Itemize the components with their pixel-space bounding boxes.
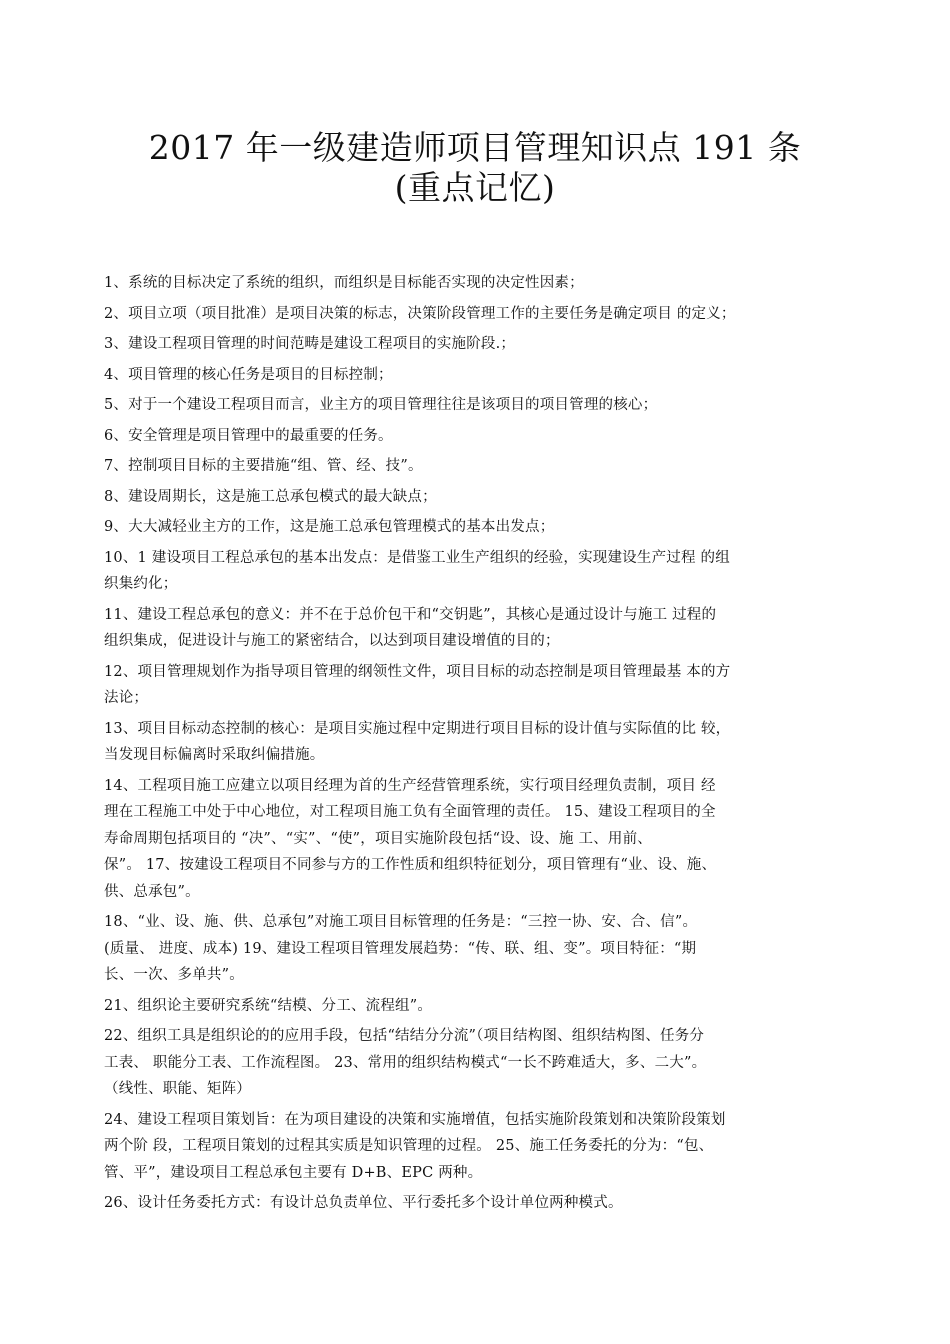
body-line: 22、组织工具是组织论的的应用手段，包括“结结分分流”（项目结构图、组织结构图、任务分 — [104, 1028, 705, 1044]
body-line: 长、一次、多单共”。 — [104, 967, 244, 983]
body-line: 11、建设工程总承包的意义：并不在于总价包干和“交钥匙”，其核心是通过设计与施工 过程的 — [104, 606, 717, 623]
body-line: 理在工程施工中处于中心地位，对工程项目施工负有全面管理的责任。 15、建设工程项目的全 — [104, 804, 716, 820]
body-line: 两个阶 段，工程项目策划的过程其实质是知识管理的过程。 25、施工任务委托的分为：“包、 — [104, 1138, 714, 1154]
body-line: 保”。 17、按建设工程项目不同参与方的工作性质和组织特征划分，项目管理有“业、设、施、 — [104, 857, 717, 873]
body-line: 寿命周期包括项目的 “决”、“实”、“使”，项目实施阶段包括“设、设、施 工、用前、 — [104, 830, 653, 847]
body-line: 14、工程项目施工应建立以项目经理为首的生产经营管理系统，实行项目经理负责制，项目 经 — [104, 777, 716, 794]
document-body — [104, 270, 840, 1217]
body-line: 法论； — [104, 690, 149, 706]
body-line: 当发现目标偏离时采取纠偏措施。 — [104, 747, 325, 763]
body-line: 工表、 职能分工表、工作流程图。 23、常用的组织结构模式“一长不跨难适大，多、二大”。 — [104, 1054, 707, 1071]
body-line: 10、1 建设项目工程总承包的基本出发点：是借鉴工业生产组织的经验，实现建设生产过程 的组 — [104, 549, 730, 566]
document-title — [0, 128, 950, 208]
title-line-2: (重点记忆) — [394, 168, 556, 207]
body-line: 5、对于一个建设工程项目而言，业主方的项目管理往往是该项目的项目管理的核心； — [104, 397, 658, 413]
body-line: 织集约化； — [104, 576, 178, 592]
body-line: (质量、 进度、成本) 19、建设工程项目管理发展趋势：“传、联、组、变”。项目特征：“期 — [104, 940, 697, 957]
body-line: 9、大大减轻业主方的工作，这是施工总承包管理模式的基本出发点； — [104, 519, 555, 535]
body-line: 组织集成，促进设计与施工的紧密结合，以达到项目建设增值的目的； — [104, 633, 560, 649]
body-line: 7、控制项目目标的主要措施“组、管、经、技”。 — [104, 458, 423, 474]
title-line-1: 2017 年一级建造师项目管理知识点 191 条 — [148, 128, 802, 167]
body-line: 4、项目管理的核心任务是项目的目标控制； — [104, 366, 393, 383]
body-line: 供、总承包”。 — [104, 883, 200, 900]
body-line: 6、安全管理是项目管理中的最重要的任务。 — [104, 427, 393, 444]
body-line: 8、建设周期长，这是施工总承包模式的最大缺点； — [104, 488, 437, 505]
body-line: 12、项目管理规划作为指导项目管理的纲领性文件，项目目标的动态控制是项目管理最基 本的方 — [104, 663, 731, 680]
body-line: 2、项目立项（项目批准）是项目决策的标志，决策阶段管理工作的主要任务是确定项目 的定义； — [104, 305, 736, 322]
body-line: 26、设计任务委托方式：有设计总负责单位、平行委托多个设计单位两种模式。 — [104, 1195, 623, 1211]
body-line: 13、项目目标动态控制的核心：是项目实施过程中定期进行项目目标的设计值与实际值的比 较， — [104, 720, 731, 737]
body-line: 3、建设工程项目管理的时间范畴是建设工程项目的实施阶段.； — [104, 336, 516, 352]
body-line: 18、“业、设、施、供、总承包”对施工项目目标管理的任务是：“三控一协、安、合、信”。 — [104, 914, 698, 930]
body-line: 1、系统的目标决定了系统的组织，而组织是目标能否实现的决定性因素； — [104, 275, 584, 291]
body-line: 24、建设工程项目策划旨：在为项目建设的决策和实施增值，包括实施阶段策划和决策阶段策划 — [104, 1111, 726, 1128]
body-line: 21、组织论主要研究系统“结模、分工、流程组”。 — [104, 997, 433, 1014]
body-line: 管、平”，建设项目工程总承包主要有 D+B、EPC 两种。 — [104, 1164, 483, 1181]
body-line: （线性、职能、矩阵） — [104, 1081, 251, 1097]
